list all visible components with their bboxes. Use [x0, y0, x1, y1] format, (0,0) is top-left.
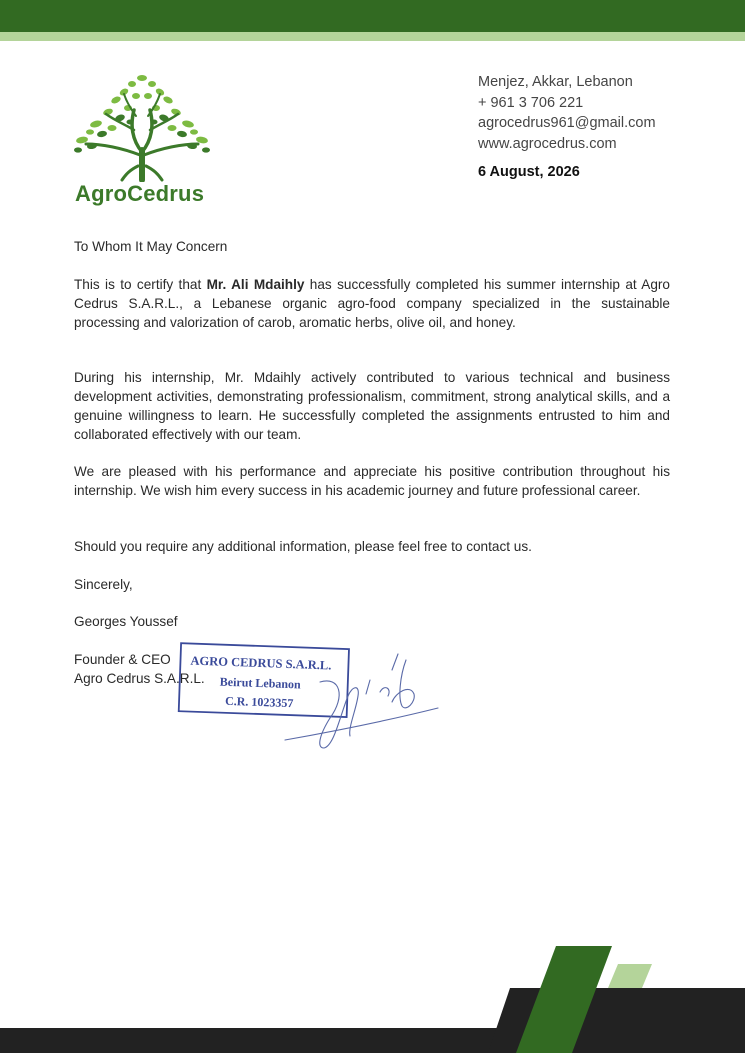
greeting: To Whom It May Concern	[74, 239, 228, 254]
paragraph-contact: Should you require any additional information, please feel free to contact us.	[74, 539, 532, 554]
header-band-light	[0, 32, 745, 41]
signer-company: Agro Cedrus S.A.R.L.	[74, 671, 205, 686]
paragraph-appreciation: We are pleased with his performance and appreciate his positive contribution throughout his internship. We wish him every success in his academic journey and future professional career.	[74, 464, 670, 498]
brand-name: AgroCedrus	[75, 181, 205, 206]
closing: Sincerely,	[74, 577, 133, 592]
stamp-line-city: Beirut Lebanon	[219, 674, 301, 692]
website-text: www.agrocedrus.com	[478, 136, 617, 153]
company-stamp	[170, 636, 450, 756]
p1-rest: has successfully completed his summer internship at Agro Cedrus S.A.R.L., a Lebanese organic agro-food company specialized in the sustainable processing and valorization of carob, aromatic herbs, olive oil, and honey.	[74, 277, 670, 330]
paragraph-certification	[74, 275, 670, 332]
paragraph-contribution: During his internship, Mr. Mdaihly actively contributed to various technical and business development activities, demonstrating professionalism, commitment, strong analytical skills, and a genuine willingness to learn. He successfully completed the assignments entrusted to him and collaborated effectively with our team.	[74, 370, 670, 442]
email-text: agrocedrus961@gmail.com	[478, 115, 656, 132]
p1-intro: This is to certify that	[74, 277, 207, 292]
tree-logo-icon	[72, 70, 212, 182]
intern-name: Mr. Ali Mdaihly	[206, 277, 305, 292]
phone-text: + 961 3 706 221	[478, 94, 584, 111]
address-text: Menjez, Akkar, Lebanon	[478, 74, 633, 90]
contact-block	[478, 72, 656, 155]
stamp-line-company: AGRO CEDRUS S.A.R.L.	[190, 653, 332, 673]
signer-title: Founder & CEO	[74, 652, 171, 667]
header-band-dark	[0, 0, 745, 32]
letter-date: 6 August, 2026	[478, 164, 580, 180]
stamp-line-registration: C.R. 1023357	[224, 693, 294, 711]
signer-name: Georges Youssef	[74, 614, 178, 629]
footer-decoration	[0, 940, 745, 1053]
